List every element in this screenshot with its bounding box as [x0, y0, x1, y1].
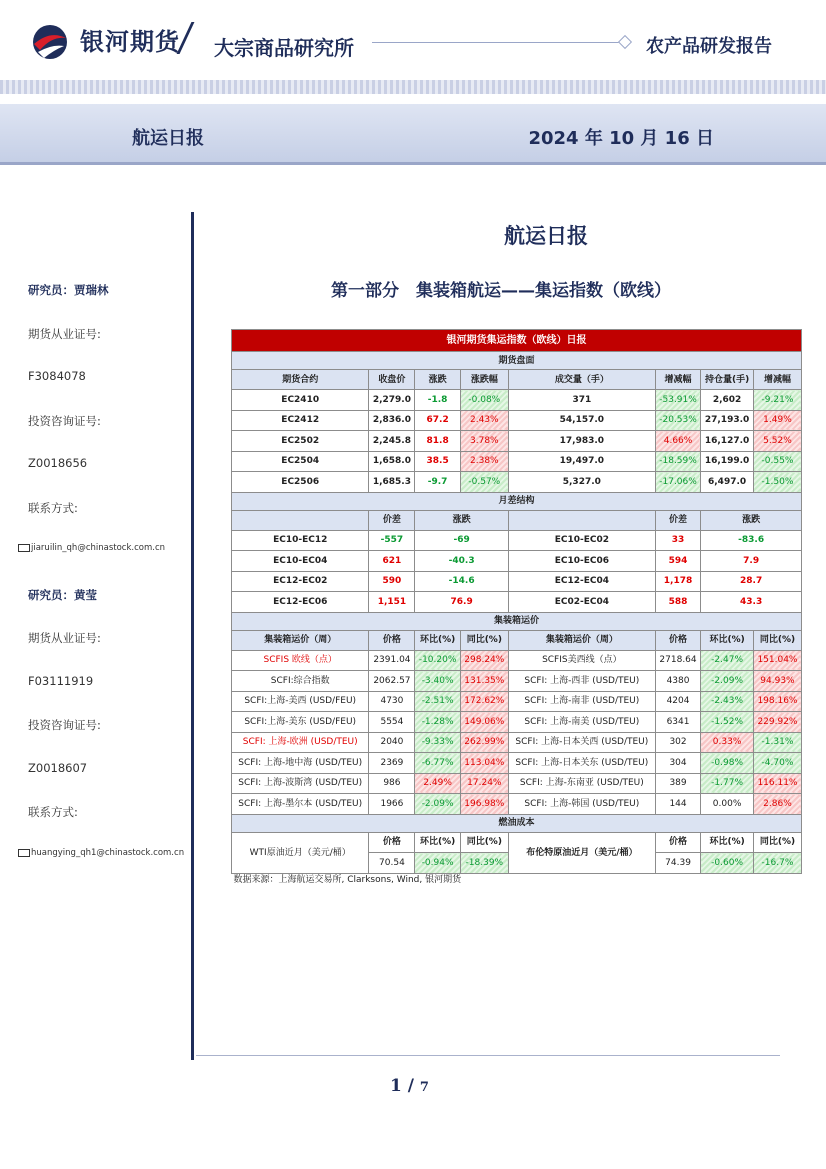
- table-cell: 302: [655, 732, 700, 753]
- table-cell: 594: [655, 551, 700, 572]
- table-cell: 2.38%: [460, 451, 508, 472]
- table-cell: 131.35%: [460, 671, 508, 692]
- analyst-name: [18, 282, 188, 326]
- section-title: 第一部分 集装箱航运——集运指数（欧线）: [331, 281, 671, 301]
- table-cell: 5.52%: [753, 431, 801, 452]
- band-title: 航运日报: [132, 128, 204, 149]
- table-cell: 价差: [655, 510, 700, 530]
- table-cell: EC12-EC06: [232, 592, 369, 613]
- table-cell: SCFI: 上海-日本关西 (USD/TEU): [508, 732, 655, 753]
- table-cell: 涨跌: [415, 370, 460, 390]
- table-cell: 70.54: [369, 853, 415, 874]
- table-cell: -1.28%: [415, 712, 460, 733]
- table-cell: 期货合约: [232, 370, 369, 390]
- table-cell: 54,157.0: [508, 410, 655, 431]
- analyst-info: [18, 326, 188, 370]
- table-row: [232, 712, 802, 733]
- table-cell: SCFI:上海-美东 (USD/FEU): [232, 712, 369, 733]
- table-cell: 2,279.0: [369, 390, 415, 411]
- table-cell: 5,327.0: [508, 472, 655, 493]
- table-cell: 113.04%: [460, 753, 508, 774]
- table-cell: 67.2: [415, 410, 460, 431]
- table-cell: 期货盘面: [232, 352, 802, 370]
- table-cell: 布伦特原油近月（美元/桶）: [508, 832, 655, 873]
- table-cell: SCFI: 上海-南非 (USD/TEU): [508, 691, 655, 712]
- table-cell: 集装箱运价: [232, 612, 802, 630]
- analyst-info: [18, 369, 188, 413]
- table-row: [232, 732, 802, 753]
- sidebar-text: 投资咨询证号:: [28, 413, 101, 428]
- table-cell: 3.78%: [460, 431, 508, 452]
- table-row: [232, 571, 802, 592]
- table-cell: 986: [369, 773, 415, 794]
- table-cell: -0.57%: [460, 472, 508, 493]
- table-title-row: [232, 330, 802, 352]
- table-cell: SCFIS 欧线（点）: [232, 650, 369, 671]
- table-cell: -20.53%: [655, 410, 700, 431]
- table-cell: SCFI: 上海-地中海 (USD/TEU): [232, 753, 369, 774]
- table-cell: 价格: [655, 832, 700, 853]
- table-cell: 数据来源：上海航运交易所, Clarksons, Wind, 银河期货: [233, 875, 462, 886]
- table-cell: 151.04%: [753, 650, 801, 671]
- table-cell: 74.39: [655, 853, 700, 874]
- table-row: [232, 671, 802, 692]
- table-cell: SCFI: 上海-西非 (USD/TEU): [508, 671, 655, 692]
- table-cell: -2.47%: [701, 650, 754, 671]
- table-cell: -16.7%: [753, 853, 801, 874]
- table-cell: -9.7: [415, 472, 460, 493]
- table-cell: 收盘价: [369, 370, 415, 390]
- table-cell: 2.49%: [415, 773, 460, 794]
- analyst-info: [18, 804, 188, 848]
- table-cell: 2040: [369, 732, 415, 753]
- table-cell: 0.33%: [701, 732, 754, 753]
- table-cell: 集装箱运价（周）: [232, 630, 369, 650]
- analyst-name: [18, 587, 188, 631]
- table-cell: 116.11%: [753, 773, 801, 794]
- section-row: [232, 814, 802, 832]
- table-cell: [232, 510, 369, 530]
- table-cell: 增减幅: [655, 370, 700, 390]
- contact-email[interactable]: [18, 848, 188, 892]
- table-cell: SCFI:综合指数: [232, 671, 369, 692]
- table-cell: 2.43%: [460, 410, 508, 431]
- sidebar-text: 研究员：贾瑞林: [28, 283, 109, 297]
- header-row: [232, 370, 802, 390]
- table-cell: 1,658.0: [369, 451, 415, 472]
- table-cell: -40.3: [415, 551, 508, 572]
- table-cell: -9.21%: [753, 390, 801, 411]
- table-cell: 同比(%): [753, 630, 801, 650]
- table-cell: 5554: [369, 712, 415, 733]
- sidebar-text: 联系方式:: [28, 805, 78, 819]
- sidebar-text: 期货从业证号:: [28, 631, 101, 645]
- table-row: [232, 592, 802, 613]
- table-cell: 价格: [369, 630, 415, 650]
- table-cell: 7.9: [701, 551, 802, 572]
- report-type: 农产品研发报告: [646, 36, 772, 57]
- sidebar-text: Z0018607: [28, 760, 88, 775]
- table-cell: -2.43%: [701, 691, 754, 712]
- page-total: 7: [419, 1080, 429, 1095]
- table-cell: 1,178: [655, 571, 700, 592]
- table-cell: 4.66%: [655, 431, 700, 452]
- table-cell: SCFI: 上海-东南亚 (USD/TEU): [508, 773, 655, 794]
- table-row: [232, 753, 802, 774]
- table-cell: EC10-EC12: [232, 530, 369, 551]
- analyst-info: [18, 674, 188, 718]
- table-cell: 588: [655, 592, 700, 613]
- table-cell: 2,245.8: [369, 431, 415, 452]
- table-cell: 262.99%: [460, 732, 508, 753]
- table-cell: 17.24%: [460, 773, 508, 794]
- galaxy-logo-icon: [30, 24, 70, 60]
- table-cell: -2.09%: [415, 794, 460, 815]
- table-cell: 4204: [655, 691, 700, 712]
- table-row: [232, 794, 802, 815]
- table-cell: -3.40%: [415, 671, 460, 692]
- analyst-info: [18, 413, 188, 457]
- table-cell: 76.9: [415, 592, 508, 613]
- table-cell: 590: [369, 571, 415, 592]
- sidebar-text: jiaruilin_qh@chinastock.com.cn: [31, 543, 166, 553]
- table-cell: -0.94%: [415, 853, 460, 874]
- table-cell: -6.77%: [415, 753, 460, 774]
- table-cell: 涨跌: [415, 510, 508, 530]
- table-cell: 81.8: [415, 431, 460, 452]
- table-row: [232, 691, 802, 712]
- sidebar-divider: [191, 212, 194, 1060]
- table-row: [232, 650, 802, 671]
- table-cell: 1.49%: [753, 410, 801, 431]
- table-cell: -0.98%: [701, 753, 754, 774]
- table-cell: -2.09%: [701, 671, 754, 692]
- table-cell: 集装箱运价（周）: [508, 630, 655, 650]
- table-cell: 304: [655, 753, 700, 774]
- table-cell: 2062.57: [369, 671, 415, 692]
- table-cell: 价格: [655, 630, 700, 650]
- table-cell: 28.7: [701, 571, 802, 592]
- table-cell: 同比(%): [460, 832, 508, 853]
- table-row: [232, 472, 802, 493]
- table-cell: EC2504: [232, 451, 369, 472]
- table-cell: 2.86%: [753, 794, 801, 815]
- contact-email[interactable]: [18, 543, 188, 587]
- table-cell: -83.6: [701, 530, 802, 551]
- table-cell: EC10-EC06: [508, 551, 655, 572]
- table-cell: 增减幅: [753, 370, 801, 390]
- band-divider: [0, 162, 826, 165]
- table-cell: 27,193.0: [701, 410, 754, 431]
- table-cell: 33: [655, 530, 700, 551]
- table-cell: EC12-EC02: [232, 571, 369, 592]
- table-cell: 172.62%: [460, 691, 508, 712]
- table-row: [232, 773, 802, 794]
- table-cell: WTI原油近月（美元/桶）: [232, 832, 369, 873]
- table-cell: SCFI: 上海-南美 (USD/TEU): [508, 712, 655, 733]
- table-cell: -10.20%: [415, 650, 460, 671]
- table-cell: 94.93%: [753, 671, 801, 692]
- table-cell: 6,497.0: [701, 472, 754, 493]
- header-row: [232, 510, 802, 530]
- sidebar-text: 投资咨询证号:: [28, 718, 101, 732]
- table-cell: EC10-EC04: [232, 551, 369, 572]
- analyst-sidebar: [18, 282, 188, 891]
- table-cell: -1.52%: [701, 712, 754, 733]
- table-cell: -1.50%: [753, 472, 801, 493]
- table-cell: 银河期货集运指数（欧线）日报: [232, 330, 802, 352]
- table-cell: 298.24%: [460, 650, 508, 671]
- table-cell: 16,199.0: [701, 451, 754, 472]
- envelope-icon: [18, 544, 30, 552]
- table-cell: -1.8: [415, 390, 460, 411]
- table-cell: 环比(%): [701, 832, 754, 853]
- table-cell: 4730: [369, 691, 415, 712]
- table-cell: -4.70%: [753, 753, 801, 774]
- table-cell: 371: [508, 390, 655, 411]
- section-row: [232, 492, 802, 510]
- table-cell: 燃油成本: [232, 814, 802, 832]
- analyst-info: [18, 500, 188, 544]
- table-cell: 月差结构: [232, 492, 802, 510]
- sidebar-text: 联系方式:: [28, 500, 78, 515]
- page-title: 航运日报: [504, 224, 588, 248]
- table-cell: EC2506: [232, 472, 369, 493]
- table-cell: -69: [415, 530, 508, 551]
- header-row: [232, 630, 802, 650]
- section-row: [232, 612, 802, 630]
- page-number: 1 / 7: [390, 1076, 429, 1096]
- source-row: [232, 873, 802, 887]
- table-cell: SCFI:上海-美西 (USD/FEU): [232, 691, 369, 712]
- table-cell: EC02-EC04: [508, 592, 655, 613]
- table-cell: 同比(%): [753, 832, 801, 853]
- table-cell: 持仓量(手): [701, 370, 754, 390]
- analyst-info: [18, 761, 188, 805]
- table-cell: -1.31%: [753, 732, 801, 753]
- table-cell: 19,497.0: [508, 451, 655, 472]
- institute-name: 大宗商品研究所: [214, 36, 354, 60]
- table-row: [232, 530, 802, 551]
- table-cell: EC2412: [232, 410, 369, 431]
- table-cell: EC10-EC02: [508, 530, 655, 551]
- table-cell: 2391.04: [369, 650, 415, 671]
- analyst-info: [18, 456, 188, 500]
- table-cell: 0.00%: [701, 794, 754, 815]
- table-cell: -9.33%: [415, 732, 460, 753]
- table-cell: 1,685.3: [369, 472, 415, 493]
- table-cell: 17,983.0: [508, 431, 655, 452]
- table-cell: EC2502: [232, 431, 369, 452]
- table-cell: 1,151: [369, 592, 415, 613]
- table-cell: -557: [369, 530, 415, 551]
- table-cell: 2,836.0: [369, 410, 415, 431]
- footer-rule: [196, 1055, 780, 1056]
- table-row: [232, 431, 802, 452]
- table-cell: EC2410: [232, 390, 369, 411]
- table-cell: 价差: [369, 510, 415, 530]
- table-cell: -0.60%: [701, 853, 754, 874]
- table-cell: 198.16%: [753, 691, 801, 712]
- table-cell: 环比(%): [415, 832, 460, 853]
- table-cell: 2369: [369, 753, 415, 774]
- table-cell: -1.77%: [701, 773, 754, 794]
- table-row: [232, 551, 802, 572]
- table-row: [232, 410, 802, 431]
- table-cell: SCFI: 上海-波斯湾 (USD/TEU): [232, 773, 369, 794]
- sidebar-text: F03111919: [28, 673, 94, 688]
- table-row: [232, 390, 802, 411]
- diamond-icon: [618, 35, 632, 49]
- table-cell: 同比(%): [460, 630, 508, 650]
- table-cell: 38.5: [415, 451, 460, 472]
- table-cell: SCFI: 上海-欧洲 (USD/TEU): [232, 732, 369, 753]
- table-cell: 43.3: [701, 592, 802, 613]
- table-cell: -18.39%: [460, 853, 508, 874]
- envelope-icon: [18, 849, 30, 857]
- table-cell: 229.92%: [753, 712, 801, 733]
- table-cell: 196.98%: [460, 794, 508, 815]
- table-cell: SCFI: 上海-韩国 (USD/TEU): [508, 794, 655, 815]
- table-cell: 4380: [655, 671, 700, 692]
- table-cell: EC12-EC04: [508, 571, 655, 592]
- section-row: [232, 352, 802, 370]
- table-cell: -18.59%: [655, 451, 700, 472]
- page-current: 1: [390, 1076, 402, 1096]
- table-cell: -14.6: [415, 571, 508, 592]
- table-cell: -17.06%: [655, 472, 700, 493]
- table-cell: 144: [655, 794, 700, 815]
- table-cell: -0.08%: [460, 390, 508, 411]
- table-cell: 价格: [369, 832, 415, 853]
- table-cell: 6341: [655, 712, 700, 733]
- table-cell: 2718.64: [655, 650, 700, 671]
- table-cell: 1966: [369, 794, 415, 815]
- brand-name: 银河期货: [80, 28, 180, 56]
- table-cell: 16,127.0: [701, 431, 754, 452]
- sidebar-text: huangying_qh1@chinastock.com.cn: [31, 847, 185, 858]
- table-cell: SCFI: 上海-墨尔本 (USD/TEU): [232, 794, 369, 815]
- table-cell: 环比(%): [415, 630, 460, 650]
- header-rule: [372, 42, 622, 43]
- table-cell: -53.91%: [655, 390, 700, 411]
- header-stripe: [0, 80, 826, 94]
- ec-daily-table: [231, 329, 802, 887]
- table-cell: 2,602: [701, 390, 754, 411]
- table-cell: [508, 510, 655, 530]
- table-cell: SCFIS美西线（点）: [508, 650, 655, 671]
- table-cell: 环比(%): [701, 630, 754, 650]
- analyst-info: [18, 630, 188, 674]
- report-date: 2024 年 10 月 16 日: [528, 128, 714, 149]
- sidebar-text: 期货从业证号:: [28, 326, 101, 341]
- table-cell: -2.51%: [415, 691, 460, 712]
- table-cell: 涨跌幅: [460, 370, 508, 390]
- analyst-info: [18, 717, 188, 761]
- table-cell: 涨跌: [701, 510, 802, 530]
- fuel-header-row: [232, 832, 802, 853]
- table-cell: 389: [655, 773, 700, 794]
- table-cell: 621: [369, 551, 415, 572]
- sidebar-text: Z0018656: [28, 456, 88, 470]
- sidebar-text: F3084078: [28, 369, 86, 383]
- table-cell: 成交量（手）: [508, 370, 655, 390]
- table-cell: 149.06%: [460, 712, 508, 733]
- sidebar-text: 研究员：黄莹: [28, 587, 97, 602]
- table-cell: SCFI: 上海-日本关东 (USD/TEU): [508, 753, 655, 774]
- table-cell: -0.55%: [753, 451, 801, 472]
- table-row: [232, 451, 802, 472]
